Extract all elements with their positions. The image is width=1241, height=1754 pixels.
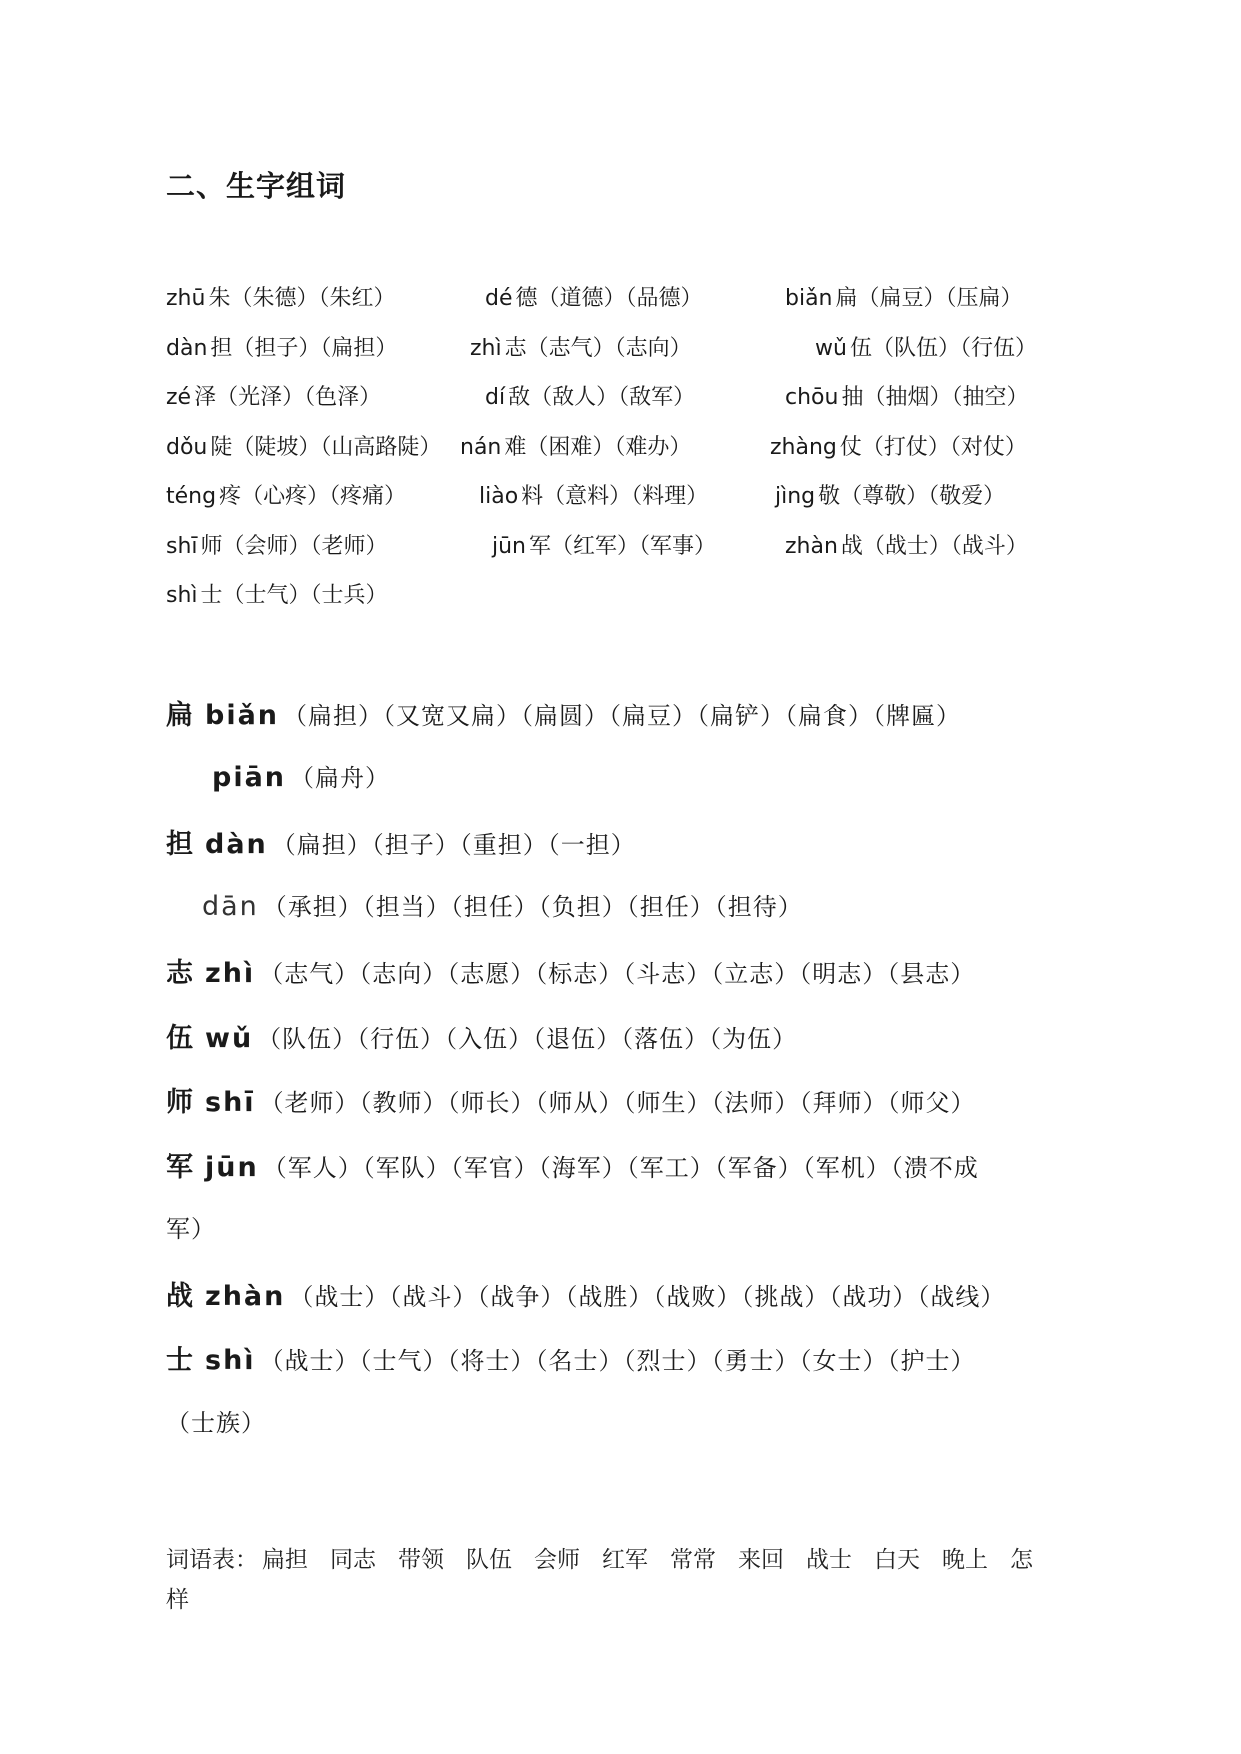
- vocabulary-word: 带领: [398, 1547, 444, 1573]
- polyphone-character: 担: [166, 829, 193, 860]
- character-entry: [785, 380, 1028, 411]
- character-words: 敬（尊敬）（敬爱）: [818, 484, 1006, 509]
- polyphone-words: （老师）（教师）（师长）（师从）（师生）（法师）（拜师）（师父）: [259, 1089, 976, 1117]
- character-words: 料（意料）（料理）: [521, 484, 709, 509]
- character-pinyin: liào: [479, 484, 519, 509]
- polyphone-line: [166, 1338, 976, 1377]
- character-pinyin: zhū: [166, 286, 206, 311]
- character-entry: [166, 479, 406, 510]
- vocabulary-word: 白天: [874, 1547, 920, 1573]
- character-entry: [166, 331, 397, 362]
- character-entry: [166, 281, 395, 312]
- character-pinyin: zhàng: [770, 434, 837, 460]
- character-words: 敌（敌人）（敌军）: [508, 385, 696, 410]
- polyphone-line: [202, 887, 803, 922]
- vocabulary-word: 常常: [670, 1547, 716, 1573]
- polyphone-line: [166, 951, 975, 990]
- character-entry: [485, 281, 703, 312]
- vocabulary-word: 队伍: [466, 1547, 512, 1573]
- polyphone-pinyin: jūn: [205, 1151, 259, 1183]
- polyphone-words: （士族）: [166, 1408, 266, 1437]
- polyphone-pinyin: dàn: [205, 829, 268, 860]
- polyphone-pinyin: zhì: [205, 958, 256, 989]
- character-words: 仗（打仗）（对仗）: [839, 434, 1027, 460]
- vocabulary-list: [166, 1540, 1066, 1620]
- polyphone-character: 志: [166, 958, 193, 989]
- character-entry: [460, 430, 691, 461]
- character-words: 师（会师）（老师）: [200, 533, 388, 559]
- polyphone-words: （队伍）（行伍）（入伍）（退伍）（落伍）（为伍）: [257, 1024, 798, 1053]
- character-words: 士（士气）（士兵）: [200, 583, 388, 608]
- character-words: 战（战士）（战斗）: [840, 533, 1028, 559]
- character-words: 朱（朱德）（朱红）: [208, 286, 396, 311]
- character-entry: [775, 479, 1005, 510]
- polyphone-words: （军人）（军队）（军官）（海军）（军工）（军备）（军机）（溃不成: [262, 1153, 979, 1182]
- character-words: 伍（队伍）（行伍）: [849, 335, 1037, 361]
- polyphone-character: 师: [166, 1087, 193, 1118]
- character-entry: [485, 380, 695, 411]
- character-entry: [166, 430, 441, 461]
- character-words: 扁（扁豆）（压扁）: [835, 286, 1023, 311]
- polyphone-pinyin: biǎn: [205, 700, 280, 731]
- character-entry: [815, 331, 1037, 362]
- character-entry: [785, 529, 1028, 560]
- character-words: 难（困难）（难办）: [504, 434, 692, 460]
- polyphone-character: 军: [166, 1151, 193, 1183]
- section-heading: 二、生字组词: [166, 169, 347, 203]
- character-entry: [785, 281, 1023, 312]
- character-entry: [166, 578, 388, 609]
- vocabulary-word: 会师: [534, 1547, 580, 1573]
- character-pinyin: zhàn: [785, 533, 838, 559]
- polyphone-words: （扁担）（又宽又扁）（扁圆）（扁豆）（扁铲）（扁食）（牌匾）: [283, 702, 962, 730]
- character-words: 泽（光泽）（色泽）: [194, 385, 382, 410]
- polyphone-line: [166, 1209, 216, 1244]
- character-words: 志（志气）（志向）: [504, 335, 692, 361]
- vocabulary-word: 红军: [602, 1547, 648, 1573]
- character-entry: [470, 331, 692, 362]
- character-words: 军（红军）（军事）: [529, 533, 717, 559]
- polyphone-line: [166, 1016, 797, 1055]
- character-entry: [166, 529, 388, 560]
- character-pinyin: wǔ: [815, 335, 847, 361]
- vocabulary-word: 扁担: [262, 1547, 308, 1573]
- polyphone-line: [166, 1080, 976, 1119]
- polyphone-pinyin: shì: [205, 1345, 256, 1376]
- character-pinyin: jìng: [775, 484, 816, 509]
- polyphone-words: （扁舟）: [290, 763, 391, 792]
- character-words: 抽（抽烟）（抽空）: [841, 385, 1029, 410]
- character-words: 德（道德）（品德）: [515, 286, 703, 311]
- polyphone-character: 扁: [166, 700, 193, 731]
- polyphone-line: [166, 693, 961, 732]
- polyphone-pinyin: dān: [202, 890, 259, 922]
- polyphone-line: [166, 1403, 266, 1438]
- vocabulary-word: 来回: [738, 1547, 784, 1573]
- polyphone-words: （战士）（士气）（将士）（名士）（烈士）（勇士）（女士）（护士）: [259, 1347, 976, 1375]
- polyphone-pinyin: shī: [205, 1087, 256, 1118]
- character-words: 担（担子）（扁担）: [210, 335, 398, 361]
- polyphone-character: 战: [166, 1280, 193, 1312]
- vocabulary-word: 晚上: [942, 1547, 988, 1573]
- character-words: 疼（心疼）（疼痛）: [219, 484, 407, 509]
- polyphone-line: [212, 758, 390, 793]
- polyphone-words: （战士）（战斗）（战争）（战胜）（战败）（挑战）（战功）（战线）: [289, 1282, 1006, 1311]
- character-pinyin: nán: [460, 434, 502, 460]
- character-words: 陡（陡坡）（山高路陡）: [210, 434, 442, 460]
- character-entry: [492, 529, 716, 560]
- character-pinyin: dǒu: [166, 434, 208, 460]
- polyphone-words: （承担）（担当）（担任）（负担）（担任）（担待）: [262, 892, 803, 921]
- polyphone-pinyin: piān: [212, 761, 287, 793]
- character-pinyin: jūn: [492, 533, 526, 559]
- character-pinyin: chōu: [785, 385, 839, 410]
- character-pinyin: biǎn: [785, 286, 833, 311]
- polyphone-line: [166, 1274, 1005, 1313]
- character-entry: [166, 380, 381, 411]
- polyphone-line: [166, 1145, 979, 1184]
- vocabulary-word: 战士: [806, 1547, 852, 1573]
- character-pinyin: zé: [166, 385, 192, 410]
- polyphone-pinyin: wǔ: [205, 1022, 254, 1054]
- vocabulary-label: 词语表：: [166, 1547, 258, 1573]
- character-pinyin: dí: [485, 385, 506, 410]
- character-pinyin: shì: [166, 583, 198, 608]
- polyphone-character: 士: [166, 1345, 193, 1376]
- character-pinyin: zhì: [470, 335, 502, 361]
- polyphone-character: 伍: [166, 1022, 193, 1054]
- character-pinyin: dàn: [166, 335, 208, 361]
- polyphone-line: [166, 822, 636, 861]
- character-pinyin: dé: [485, 286, 513, 311]
- polyphone-words: 军）: [166, 1215, 216, 1243]
- polyphone-words: （志气）（志向）（志愿）（标志）（斗志）（立志）（明志）（县志）: [259, 960, 976, 988]
- character-pinyin: shī: [166, 533, 198, 559]
- polyphone-pinyin: zhàn: [205, 1280, 286, 1312]
- character-pinyin: téng: [166, 484, 217, 509]
- polyphone-words: （扁担）（担子）（重担）（一担）: [271, 831, 636, 859]
- vocabulary-word: 怎样: [166, 1547, 1033, 1613]
- vocabulary-word: 同志: [330, 1547, 376, 1573]
- character-entry: [770, 430, 1027, 461]
- character-entry: [479, 479, 708, 510]
